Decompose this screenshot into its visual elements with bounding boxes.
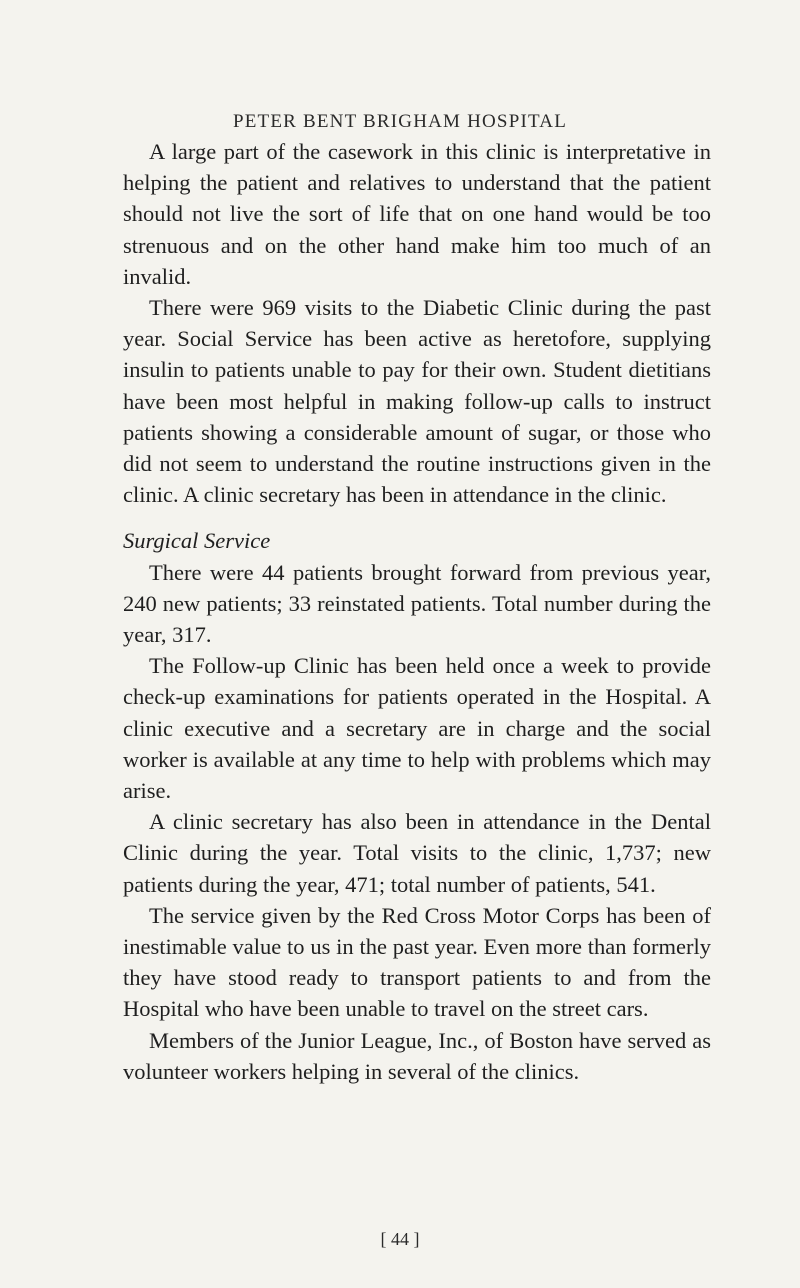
paragraph: A large part of the casework in this clinic is interpretative in helping the patient and relatives to understand that the patient should not live the sort of life that on one hand would be too strenuous and on the other hand make him too much of an invalid. <box>123 139 711 289</box>
running-header: PETER BENT BRIGHAM HOSPITAL <box>232 111 567 132</box>
paragraph: There were 969 visits to the Diabetic Clinic during the past year. Social Service has been active as heretofore, supplying insulin to patients unable to pay for their own. Student dietitians have been most helpful in making follow-up calls to instruct patients showing a considerable amount of sugar, or those who did not seem to understand the routine instructions given in the clinic. A clinic secretary has been in attendance in the clinic. <box>123 295 711 508</box>
paragraph: The Follow-up Clinic has been held once a week to provide check-up examinations for patients operated in the Hospital. A clinic executive and a secretary are in charge and the social worker is available at any time to help with problems which may arise. <box>123 653 711 804</box>
paragraph: There were 44 patients brought forward from previous year, 240 new patients; 33 reinstated patients. Total number during the year, 317. <box>123 559 711 648</box>
section-heading: Surgical Service <box>123 528 271 554</box>
paragraph: A clinic secretary has also been in attendance in the Dental Clinic during the year. Total visits to the clinic, 1,737; new patients during the year, 471; total number of patients, 541. <box>123 809 711 897</box>
page-number: [ 44 ] <box>380 1229 420 1249</box>
paragraph: The service given by the Red Cross Motor Corps has been of inestimable value to us in the past year. Even more than formerly they have stood ready to transport patients to and from the Hospital who have been unable to travel on the street cars. <box>123 902 711 1022</box>
body-text <box>123 136 711 1087</box>
paragraph: Members of the Junior League, Inc., of Boston have served as volunteer workers helping in several of the clinics. <box>123 1027 711 1084</box>
